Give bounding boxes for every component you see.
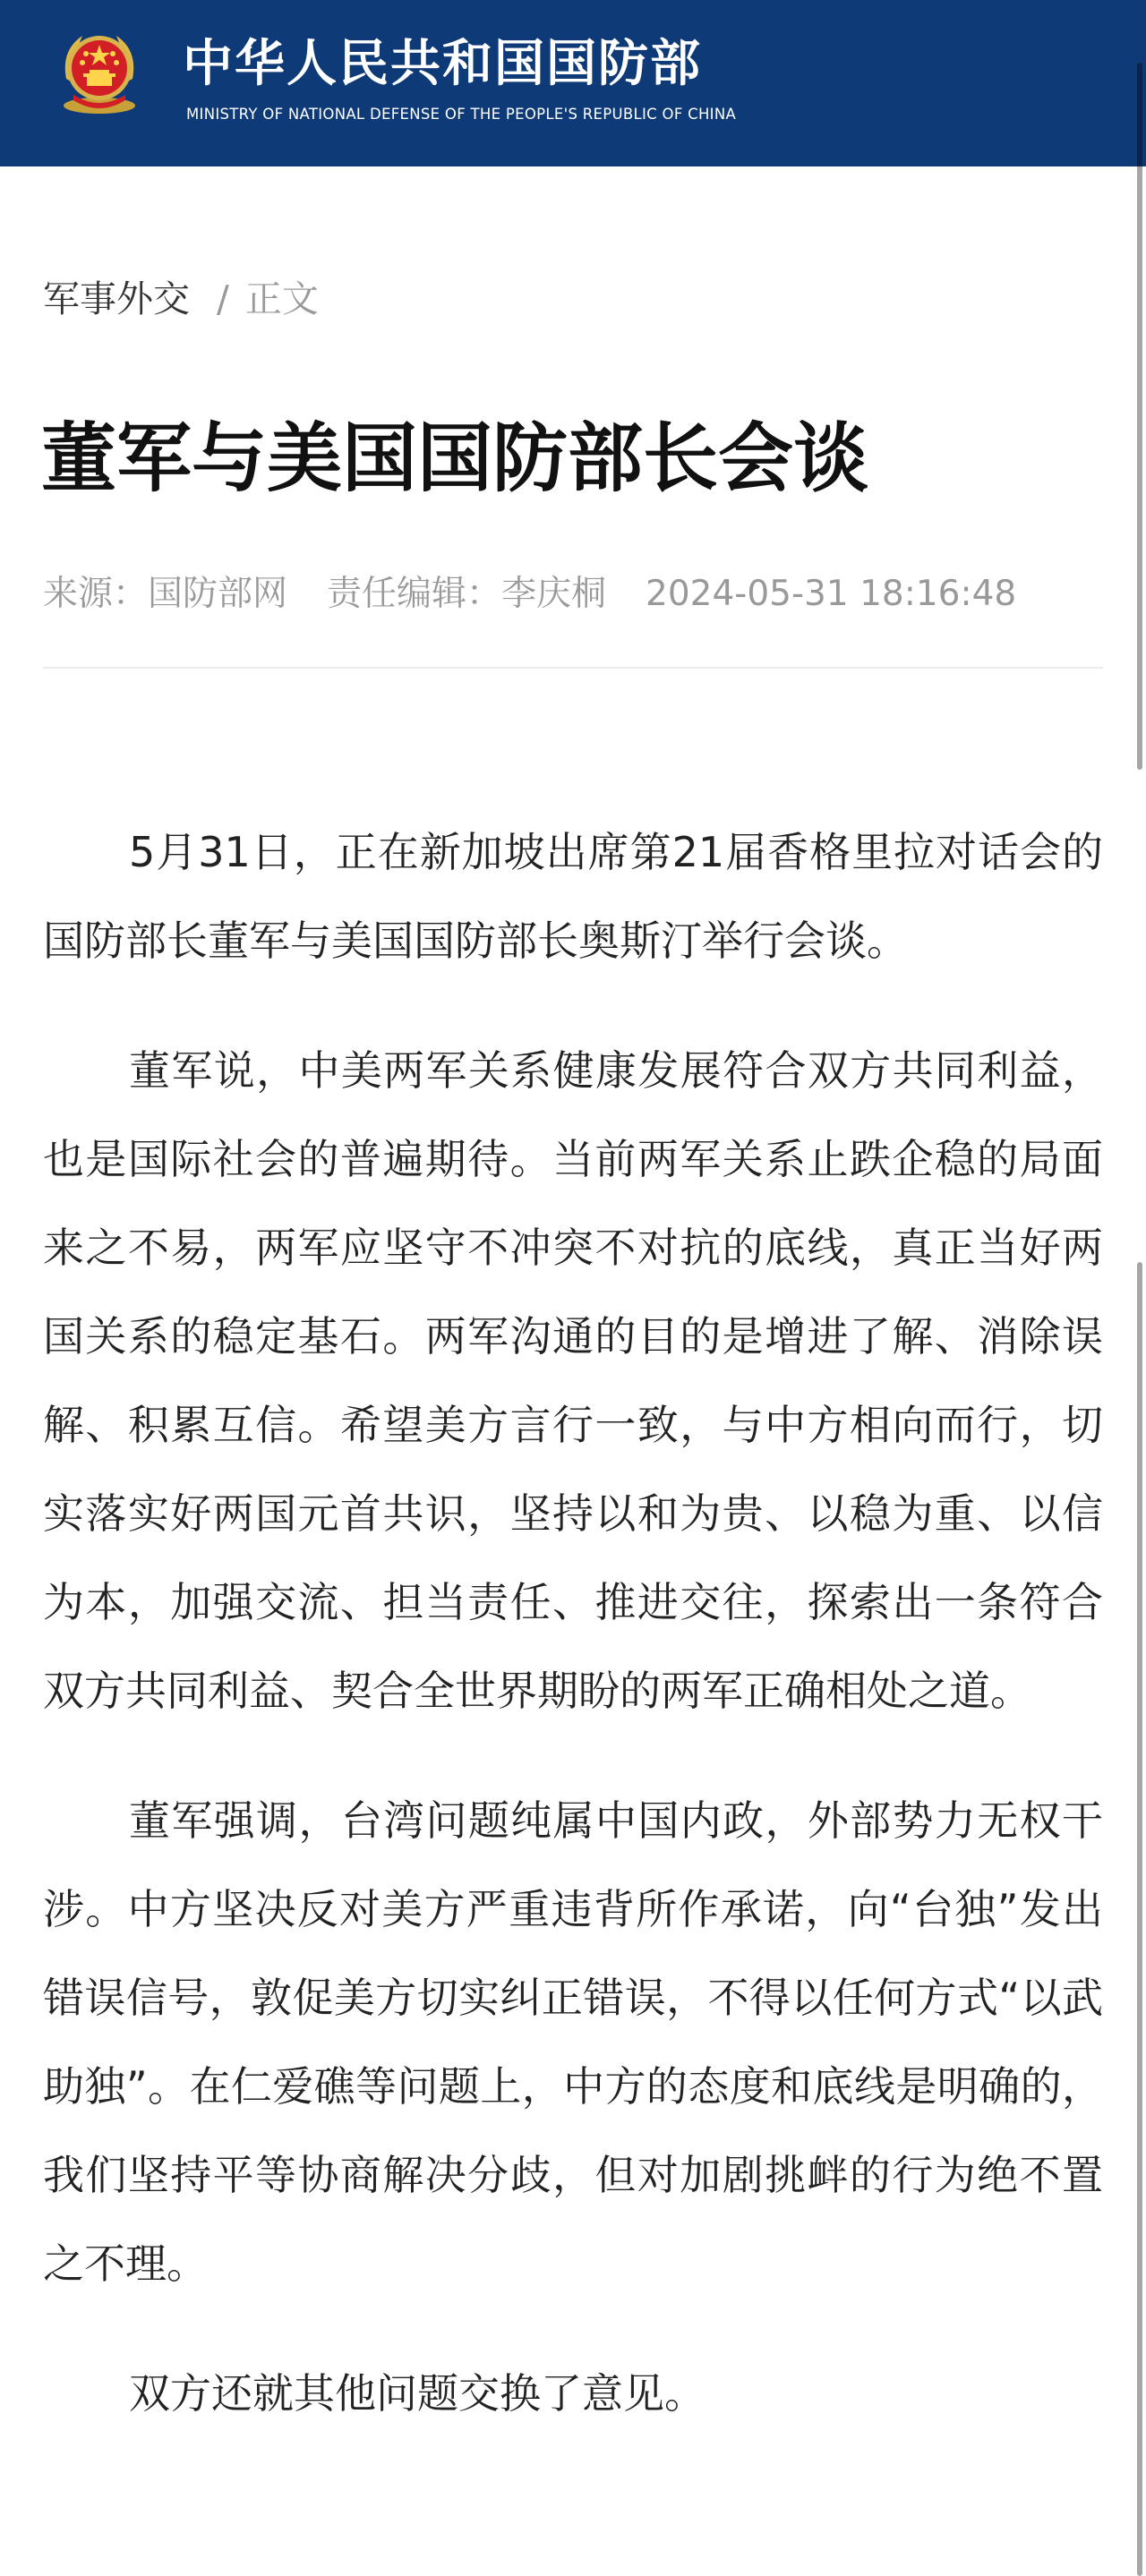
- breadcrumb: [43, 274, 319, 324]
- scrollbar-thumb[interactable]: [1137, 63, 1142, 770]
- scrollbar-thumb[interactable]: [1137, 1262, 1142, 2576]
- article-source: 来源：国防部网: [43, 574, 288, 614]
- article-datetime: 2024-05-31 18:16:48: [646, 574, 1017, 614]
- site-subtitle: MINISTRY OF NATIONAL DEFENSE OF THE PEOPLE'S REPUBLIC OF CHINA: [186, 106, 737, 123]
- site-header: [0, 0, 1146, 166]
- site-title[interactable]: 中华人民共和国国防部: [183, 35, 702, 93]
- article-paragraph: 董军说，中美两军关系健康发展符合双方共同利益，也是国际社会的普遍期待。当前两军关系止跌企稳的局面来之不易，两军应坚守不冲突不对抗的底线，真正当好两国关系的稳定基石。两军沟通的目的是增进了解、消除误解、积累互信。希望美方言行一致，与中方相向而行，切实落实好两国元首共识，坚持以和为贵、以稳为重、以信为本，加强交流、担当责任、推进交往，探索出一条符合双方共同利益、契合全世界期盼的两军正确相处之道。: [43, 1046, 1103, 1715]
- article-editor: 责任编辑：李庆桐: [327, 574, 607, 614]
- article-paragraph: 董军强调，台湾问题纯属中国内政，外部势力无权干涉。中方坚决反对美方严重违背所作承诺，向“台独”发出错误信号，敦促美方切实纠正错误，不得以任何方式“以武助独”。在仁爱礁等问题上，中方的态度和底线是明确的，我们坚持平等协商解决分歧，但对加剧挑衅的行为绝不置之不理。: [43, 1796, 1103, 2288]
- breadcrumb-parent-link[interactable]: 军事外交: [43, 277, 190, 320]
- divider: [43, 667, 1103, 669]
- article-meta: [43, 570, 1016, 618]
- article-paragraph: 双方还就其他问题交换了意见。: [129, 2369, 706, 2418]
- article-body: [43, 808, 1103, 2479]
- breadcrumb-separator: /: [217, 277, 229, 320]
- article-paragraph: 5月31日，正在新加坡出席第21届香格里拉对话会的国防部长董军与美国国防部长奥斯汀举行会谈。: [43, 828, 1103, 965]
- breadcrumb-current: 正文: [244, 277, 319, 320]
- national-emblem-icon[interactable]: [56, 23, 143, 118]
- article-title: 董军与美国国防部长会谈: [41, 414, 869, 502]
